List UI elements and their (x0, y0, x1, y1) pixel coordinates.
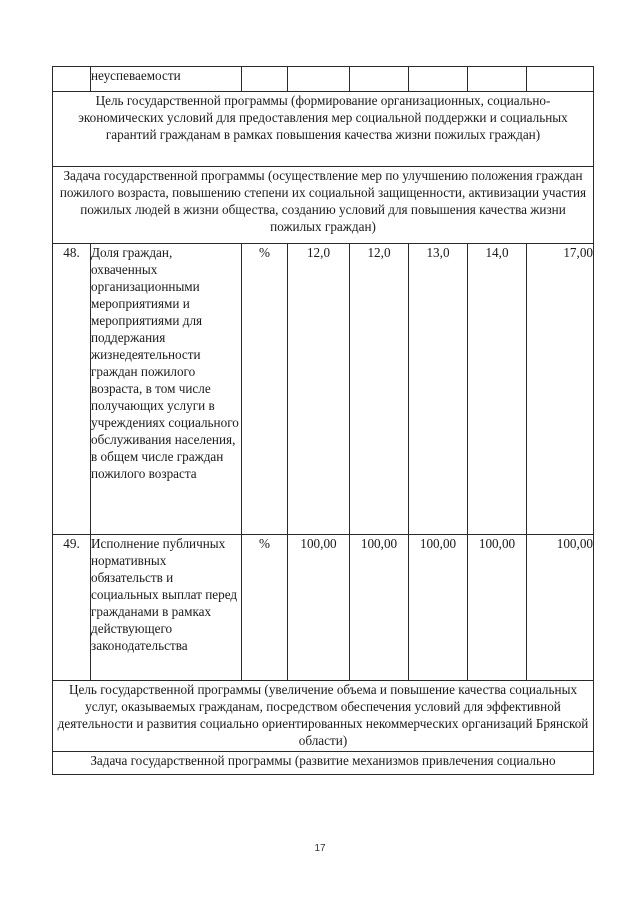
cell-num: 49. (53, 535, 91, 681)
table-row-task (53, 752, 594, 775)
page-number: 17 (314, 843, 326, 854)
table-row-indicator-48 (53, 244, 594, 535)
cell-value: 100,00 (409, 535, 468, 681)
cell-unit-empty (242, 67, 288, 92)
goal-text: Цель государственной программы (формирование организационных, социально-экономических условий для предоставления мер социальной поддержки и социальных гарантий гражданам в рамках повышения качества жизни пожилых граждан) (53, 92, 594, 167)
cell-value: 17,00 (527, 244, 594, 535)
cell-value: 100,00 (527, 535, 594, 681)
cell-value: 100,00 (288, 535, 350, 681)
cell-value: 13,0 (409, 244, 468, 535)
cell-unit: % (242, 244, 288, 535)
cell-num-empty (53, 67, 91, 92)
table-row-goal (53, 92, 594, 167)
goal-text: Цель государственной программы (увеличение объема и повышение качества социальных услуг, оказываемых гражданам, посредством обеспечения условий для эффективной деятельности и развития социально ориентированных некоммерческих организаций Брянской области) (53, 681, 594, 752)
cell-value: 12,0 (350, 244, 409, 535)
cell-value-empty (350, 67, 409, 92)
cell-unit: % (242, 535, 288, 681)
cell-num: 48. (53, 244, 91, 535)
cell-value: 14,0 (468, 244, 527, 535)
cell-name: Доля граждан, охваченных организационными мероприятиями и мероприятиями для поддержания жизнедеятельности граждан пожилого возраста, в том числе получающих услуги в учреждениях социального обслуживания населения, в общем числе граждан пожилого возраста (91, 244, 242, 535)
task-text: Задача государственной программы (осуществление мер по улучшению положения граждан пожилого возраста, повышению степени их социальной защищенности, активизации участия пожилых людей в жизни общества, созданию условий для повышения качества жизни пожилых граждан) (53, 167, 594, 244)
cell-value: 100,00 (350, 535, 409, 681)
indicators-table (52, 66, 594, 775)
table-row-indicator-49 (53, 535, 594, 681)
cell-value-empty (468, 67, 527, 92)
cell-value-empty (288, 67, 350, 92)
cell-value-empty (409, 67, 468, 92)
cell-value-empty (527, 67, 594, 92)
cell-name: неуспеваемости (91, 67, 242, 92)
cell-value: 12,0 (288, 244, 350, 535)
task-text: Задача государственной программы (развитие механизмов привлечения социально (53, 752, 594, 775)
table-row-continuation (53, 67, 594, 92)
table-row-goal (53, 681, 594, 752)
cell-value: 100,00 (468, 535, 527, 681)
cell-name: Исполнение публичных нормативных обязательств и социальных выплат перед гражданами в рамках действующего законодательства (91, 535, 242, 681)
table-row-task (53, 167, 594, 244)
